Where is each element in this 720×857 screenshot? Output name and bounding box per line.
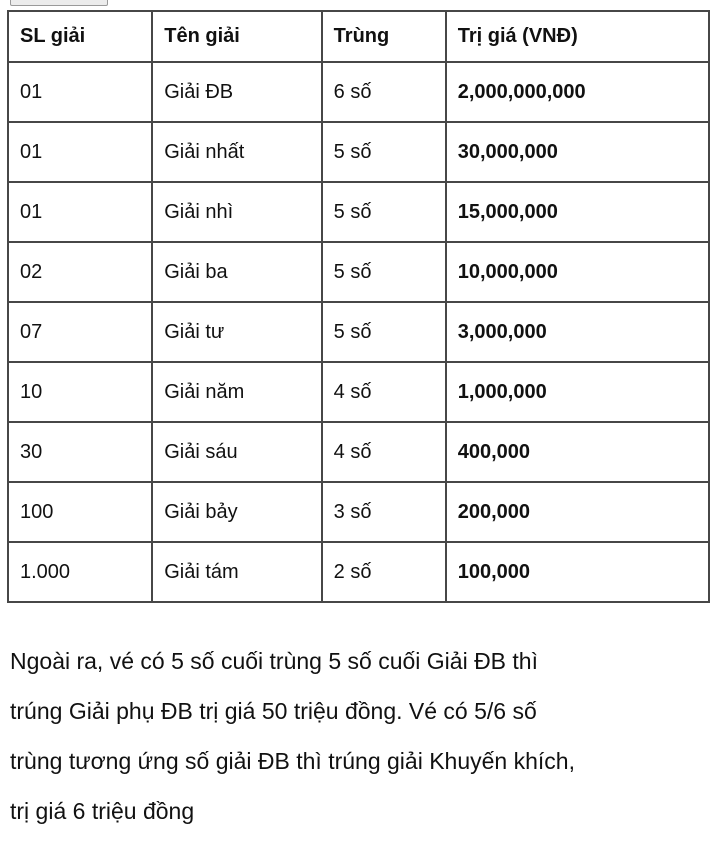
cell-value: 10,000,000 [446,242,709,302]
cell-quantity: 01 [8,182,152,242]
cell-prize-name: Giải nhất [152,122,321,182]
cell-prize-name: Giải tư [152,302,321,362]
cell-prize-name: Giải sáu [152,422,321,482]
column-header-value: Trị giá (VNĐ) [446,11,709,62]
cell-quantity: 02 [8,242,152,302]
cell-value: 30,000,000 [446,122,709,182]
table-row [8,482,709,542]
note-paragraph [10,636,715,836]
cell-value: 100,000 [446,542,709,602]
note-line: trúng Giải phụ ĐB trị giá 50 triệu đồng. Vé có 5/6 số [10,698,537,724]
note-line: trị giá 6 triệu đồng [10,798,195,824]
cell-match: 5 số [322,182,446,242]
cell-prize-name: Giải tám [152,542,321,602]
cell-match: 5 số [322,242,446,302]
prize-table-container [7,10,710,603]
table-row [8,362,709,422]
column-header-match: Trùng [322,11,446,62]
cell-quantity: 1.000 [8,542,152,602]
cell-prize-name: Giải nhì [152,182,321,242]
note-line: trùng tương ứng số giải ĐB thì trúng giải Khuyến khích, [10,748,575,774]
cell-quantity: 30 [8,422,152,482]
cell-prize-name: Giải ba [152,242,321,302]
cell-quantity: 01 [8,62,152,122]
cell-match: 4 số [322,422,446,482]
cell-match: 6 số [322,62,446,122]
table-row [8,422,709,482]
cell-match: 5 số [322,122,446,182]
cell-quantity: 10 [8,362,152,422]
prize-table [7,10,710,603]
cell-prize-name: Giải năm [152,362,321,422]
cutoff-element-top [10,0,108,6]
table-row [8,542,709,602]
column-header-prize-name: Tên giải [152,11,321,62]
cell-value: 200,000 [446,482,709,542]
table-row [8,302,709,362]
table-row [8,182,709,242]
cell-value: 1,000,000 [446,362,709,422]
cell-quantity: 100 [8,482,152,542]
cell-prize-name: Giải bảy [152,482,321,542]
table-row [8,122,709,182]
table-header-row [8,11,709,62]
note-line: Ngoài ra, vé có 5 số cuối trùng 5 số cuối Giải ĐB thì [10,648,538,674]
cell-value: 15,000,000 [446,182,709,242]
cell-match: 5 số [322,302,446,362]
cell-quantity: 01 [8,122,152,182]
cell-prize-name: Giải ĐB [152,62,321,122]
cell-value: 400,000 [446,422,709,482]
cell-match: 3 số [322,482,446,542]
table-row [8,242,709,302]
table-row [8,62,709,122]
cell-quantity: 07 [8,302,152,362]
cell-value: 2,000,000,000 [446,62,709,122]
column-header-quantity: SL giải [8,11,152,62]
cell-match: 4 số [322,362,446,422]
cell-match: 2 số [322,542,446,602]
cell-value: 3,000,000 [446,302,709,362]
